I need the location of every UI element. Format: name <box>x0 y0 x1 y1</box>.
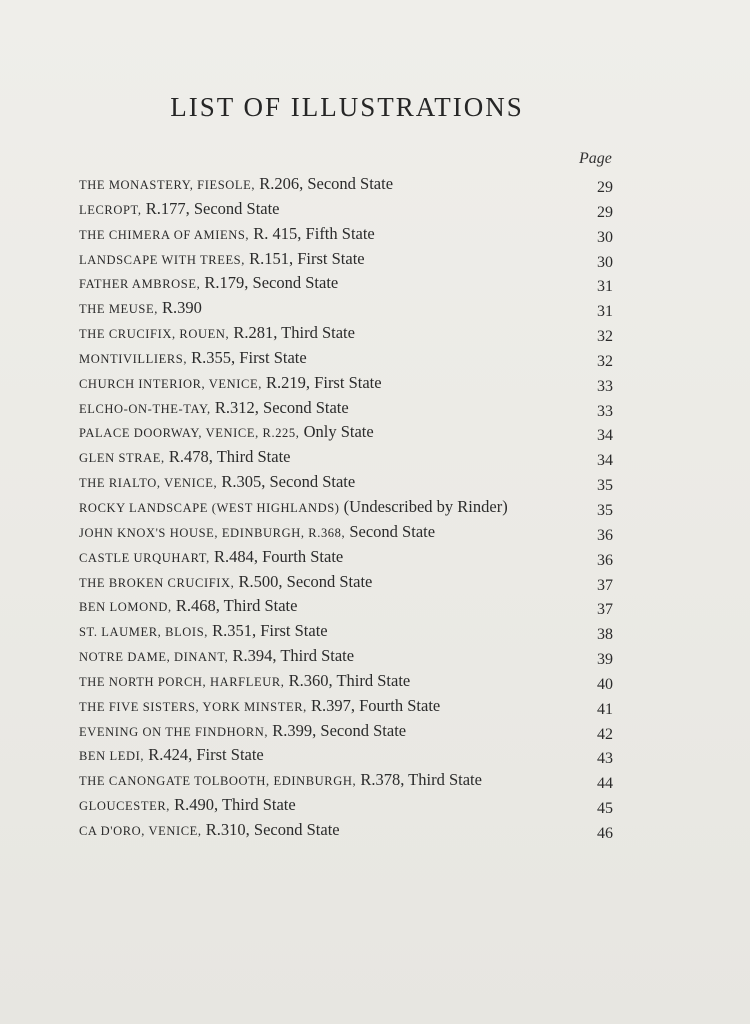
list-item <box>79 371 619 396</box>
page-number: 32 <box>597 328 613 346</box>
illustration-detail: R.305, Second State <box>217 472 356 492</box>
illustration-detail: R.424, First State <box>144 745 264 765</box>
page-number: 36 <box>597 551 613 569</box>
list-item <box>79 247 619 272</box>
page-number: 36 <box>597 526 613 544</box>
page-column-heading: Page <box>579 150 612 167</box>
list-item <box>79 470 619 495</box>
illustration-detail: R.390 <box>157 298 202 318</box>
illustration-detail: R.360, Third State <box>284 670 411 690</box>
illustration-detail: R.468, Third State <box>171 596 298 616</box>
page-number: 33 <box>597 402 613 420</box>
page-number: 35 <box>597 477 613 495</box>
page-number: 34 <box>597 427 613 445</box>
illustration-detail: R.484, Fourth State <box>209 546 344 566</box>
page-number: 31 <box>597 303 613 321</box>
page-number: 34 <box>597 452 613 470</box>
page-number: 30 <box>597 253 613 271</box>
illustration-title: THE FIVE SISTERS, YORK MINSTER, <box>79 699 307 714</box>
illustration-detail: R.500, Second State <box>234 571 373 591</box>
page-number: 44 <box>597 775 613 793</box>
illustration-title: FATHER AMBROSE, <box>79 277 201 292</box>
page-number: 32 <box>597 352 613 370</box>
list-item <box>79 694 619 719</box>
list-item <box>79 321 619 346</box>
list-item <box>79 594 619 619</box>
illustration-detail: R.206, Second State <box>255 174 394 193</box>
illustrations-list <box>79 172 619 843</box>
illustration-detail: R.355, First State <box>187 347 307 367</box>
page-number: 46 <box>597 824 613 842</box>
page-number: 45 <box>597 800 613 818</box>
page-title: LIST OF ILLUSTRATIONS <box>170 92 524 122</box>
list-item <box>79 296 619 321</box>
illustration-title: BEN LOMOND, <box>79 600 172 615</box>
list-item <box>79 420 619 445</box>
illustration-title: MONTIVILLIERS, <box>79 351 188 366</box>
illustration-detail: R.151, First State <box>244 248 365 268</box>
list-item <box>79 520 619 545</box>
illustration-title: LECROPT, <box>79 202 142 217</box>
illustration-detail: R.399, Second State <box>268 720 407 740</box>
page-number: 35 <box>597 501 613 519</box>
page-number: 30 <box>597 228 613 246</box>
illustration-title: ST. LAUMER, BLOIS, <box>79 625 208 640</box>
list-item <box>79 644 619 669</box>
illustration-title: THE CANONGATE TOLBOOTH, EDINBURGH, <box>79 774 357 789</box>
illustration-detail: R.478, Third State <box>164 447 291 467</box>
list-item <box>79 271 619 296</box>
list-item <box>79 222 619 247</box>
list-item <box>79 719 619 744</box>
page-number: 42 <box>597 725 613 743</box>
illustration-title: THE NORTH PORCH, HARFLEUR, <box>79 674 285 689</box>
page-number: 29 <box>597 179 613 196</box>
list-item <box>79 743 619 768</box>
list-item <box>79 793 619 818</box>
illustration-title: THE CHIMERA OF AMIENS, <box>79 227 250 242</box>
list-item <box>79 495 619 520</box>
illustration-detail: R.177, Second State <box>141 198 280 218</box>
list-item <box>79 197 619 222</box>
illustration-title: PALACE DOORWAY, VENICE, R.225, <box>79 426 300 441</box>
list-item <box>79 570 619 595</box>
illustration-detail: R.394, Third State <box>228 646 355 666</box>
illustration-detail: R.490, Third State <box>169 795 296 815</box>
list-item <box>79 818 619 843</box>
illustration-detail: R.219, First State <box>261 372 382 392</box>
illustration-title: THE CRUCIFIX, ROUEN, <box>79 327 230 342</box>
illustration-detail: R.281, Third State <box>229 323 355 343</box>
list-item <box>79 619 619 644</box>
illustration-detail: R.397, Fourth State <box>306 695 441 715</box>
page-number: 41 <box>597 700 613 718</box>
illustration-title: JOHN KNOX'S HOUSE, EDINBURGH, R.368, <box>79 525 346 540</box>
list-item <box>79 172 619 197</box>
illustration-detail: R.351, First State <box>207 621 328 641</box>
list-item <box>79 669 619 694</box>
illustration-detail: (Undescribed by Rinder) <box>339 496 508 516</box>
illustration-detail: R.310, Second State <box>201 819 340 839</box>
illustration-title: CASTLE URQUHART, <box>79 550 210 565</box>
illustration-detail: Only State <box>299 422 374 442</box>
illustration-title: EVENING ON THE FINDHORN, <box>79 724 269 739</box>
list-item <box>79 768 619 793</box>
illustration-title: THE BROKEN CRUCIFIX, <box>79 575 235 590</box>
illustration-title: CA D'ORO, VENICE, <box>79 823 202 838</box>
illustration-detail: R.312, Second State <box>210 397 349 417</box>
list-item <box>79 346 619 371</box>
illustration-title: LANDSCAPE WITH TREES, <box>79 252 245 267</box>
list-item <box>79 396 619 421</box>
illustration-detail: R.179, Second State <box>200 273 339 293</box>
illustration-title: THE MEUSE, <box>79 302 158 317</box>
illustration-title: GLEN STRAE, <box>79 451 165 466</box>
page-number: 31 <box>597 278 613 296</box>
page-number: 38 <box>597 626 613 644</box>
illustration-title: CHURCH INTERIOR, VENICE, <box>79 376 262 391</box>
page-number: 37 <box>597 601 613 619</box>
list-item <box>79 545 619 570</box>
illustration-detail: R.378, Third State <box>356 770 482 790</box>
page-number: 39 <box>597 651 613 669</box>
illustration-title: BEN LEDI, <box>79 749 145 764</box>
page-number: 43 <box>597 750 613 768</box>
illustration-title: ELCHO-ON-THE-TAY, <box>79 401 211 416</box>
illustration-title: GLOUCESTER, <box>79 799 170 814</box>
illustration-title: ROCKY LANDSCAPE (WEST HIGHLANDS) <box>79 500 340 515</box>
illustration-title: THE MONASTERY, FIESOLE, <box>79 178 256 192</box>
list-item <box>79 445 619 470</box>
page-number: 33 <box>597 377 613 395</box>
page-number: 37 <box>597 576 613 594</box>
illustration-detail: Second State <box>345 521 436 541</box>
illustration-title: THE RIALTO, VENICE, <box>79 476 218 491</box>
illustration-title: NOTRE DAME, DINANT, <box>79 650 229 665</box>
page-number: 29 <box>597 203 613 221</box>
page-number: 40 <box>597 675 613 693</box>
illustration-detail: R. 415, Fifth State <box>249 223 375 243</box>
